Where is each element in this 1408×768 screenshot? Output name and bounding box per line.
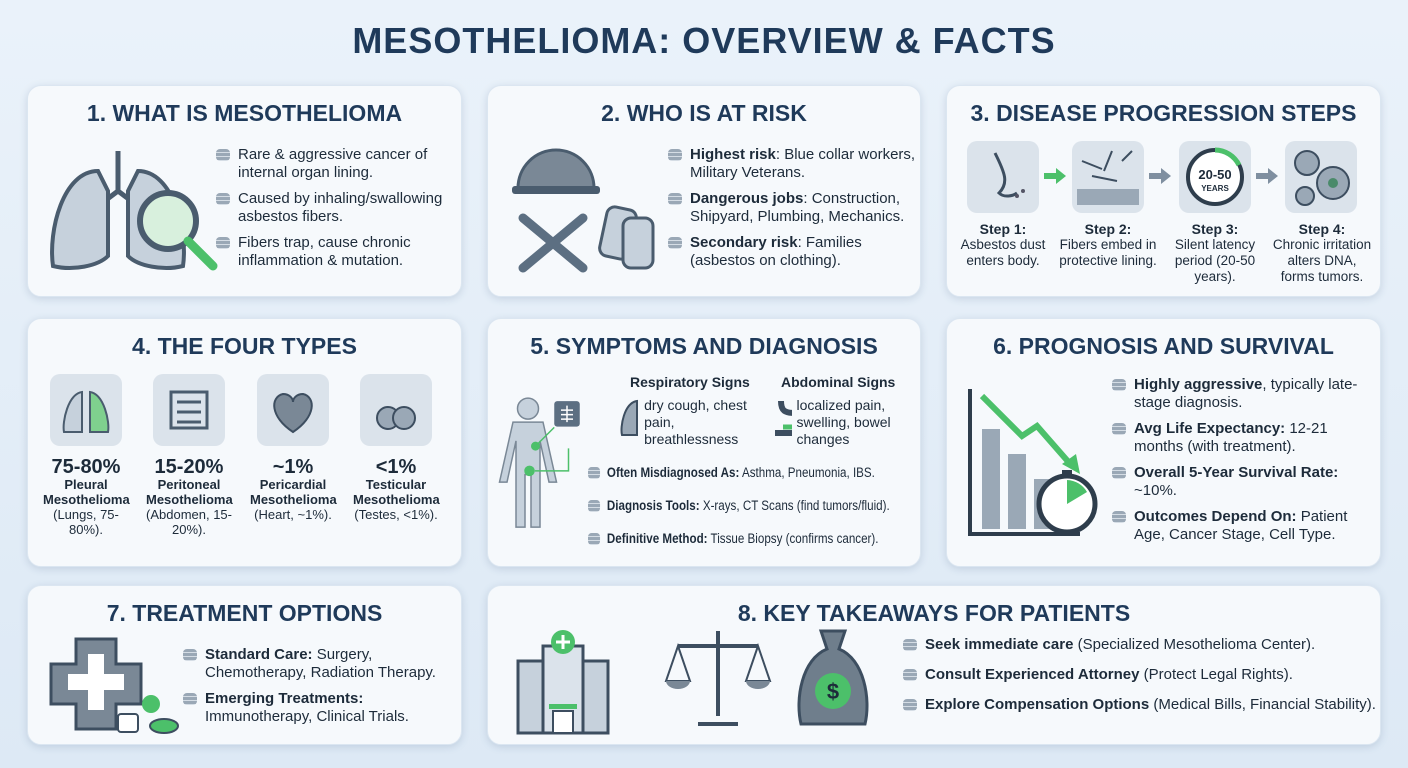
lungs-icon <box>618 397 640 437</box>
section-title: 2. WHO IS AT RISK <box>601 100 807 126</box>
bullet: Rare & aggressive cancer of internal organ lining. <box>216 146 456 182</box>
bullet: Emerging Treatments: Immunotherapy, Clinical Trials. <box>183 690 458 726</box>
bullet: Overall 5-Year Survival Rate: ~10%. <box>1112 464 1377 500</box>
bullet-icon <box>216 193 230 205</box>
bullet: Dangerous jobs: Construction, Shipyard, Plumbing, Mechanics. <box>668 190 918 226</box>
bullet-icon <box>1112 423 1126 435</box>
bullet: Avg Life Expectancy: 12-21 months (with treatment). <box>1112 420 1377 456</box>
diagnosis-list <box>588 464 939 563</box>
bullet-icon <box>1112 467 1126 479</box>
page-title: MESOTHELIOMA: OVERVIEW & FACTS <box>352 20 1056 61</box>
section-title: 6. PROGNOSIS AND SURVIVAL <box>993 333 1334 359</box>
type-peritoneal: 15-20% Peritoneal Mesothelioma (Abdomen, 15-20%). <box>146 374 232 537</box>
declining-chart-stopwatch-icon <box>962 384 1122 544</box>
section-title: 1. WHAT IS MESOTHELIOMA <box>86 100 403 126</box>
lungs-icon <box>50 374 122 446</box>
nose-icon <box>967 141 1039 213</box>
bullet: Secondary risk: Families (asbestos on clothing). <box>668 234 918 270</box>
fibers-icon <box>1072 141 1144 213</box>
hospital-icon <box>513 626 613 736</box>
bullet: Standard Care: Surgery, Chemotherapy, Radiation Therapy. <box>183 646 458 682</box>
type-pleural: 75-80% Pleural Mesothelioma (Lungs, 75-80%). <box>43 374 129 537</box>
lungs-magnifier-icon <box>43 141 223 281</box>
card-progression <box>946 85 1381 297</box>
bullet-icon <box>903 669 917 681</box>
type-testicular: <1% Testicular Mesothelioma (Testes, <1%). <box>353 374 439 522</box>
heart-icon <box>257 374 329 446</box>
respiratory-signs: Respiratory Signs dry cough, chest pain, breathlessness <box>618 374 768 448</box>
bullet-icon <box>588 467 600 479</box>
svg-text:YEARS: YEARS <box>1201 184 1229 193</box>
section-title: 8. KEY TAKEAWAYS FOR PATIENTS <box>737 600 1131 626</box>
card-takeaways <box>487 585 1381 745</box>
card-treatment <box>27 585 462 745</box>
step-3: Step 3: Silent latency period (20-50 years). <box>1174 221 1256 284</box>
section-title: 7. TREATMENT OPTIONS <box>106 600 383 626</box>
card-what-is <box>27 85 462 297</box>
tumor-cells-icon <box>1285 141 1357 213</box>
card-symptoms <box>487 318 921 567</box>
card-who-at-risk <box>487 85 921 297</box>
bullet-icon <box>216 237 230 249</box>
bullet: Diagnosis Tools: X-rays, CT Scans (find tumors/fluid). <box>588 497 890 515</box>
svg-text:$: $ <box>826 679 840 704</box>
card-prognosis <box>946 318 1381 567</box>
svg-text:20-50: 20-50 <box>1198 167 1232 182</box>
arrow-icon <box>1256 168 1278 184</box>
arrow-icon <box>1044 168 1066 184</box>
bullet: Definitive Method: Tissue Biopsy (confirms cancer). <box>588 530 890 548</box>
bullet: Consult Experienced Attorney (Protect Legal Rights). <box>903 666 1378 684</box>
bullet: Outcomes Depend On: Patient Age, Cancer Stage, Cell Type. <box>1112 508 1377 544</box>
bullet-icon <box>1112 379 1126 391</box>
bullet-icon <box>668 149 682 161</box>
bullet-icon <box>588 533 600 545</box>
stomach-icon <box>771 397 792 437</box>
section-title: 5. SYMPTOMS AND DIAGNOSIS <box>530 333 878 359</box>
step-1: Step 1: Asbestos dust enters body. <box>960 221 1046 268</box>
money-bag-icon <box>793 626 873 731</box>
medical-cross-pills-icon <box>46 634 196 739</box>
scales-of-justice-icon <box>663 626 773 731</box>
section-title: 3. DISEASE PROGRESSION STEPS <box>970 100 1357 126</box>
bullet: Caused by inhaling/swallowing asbestos fibers. <box>216 190 456 226</box>
bullet-icon <box>668 237 682 249</box>
bullet: Fibers trap, cause chronic inflammation & mutation. <box>216 234 456 270</box>
step-2: Step 2: Fibers embed in protective lining. <box>1059 221 1157 268</box>
hardhat-tools-dogtags-icon <box>508 138 668 278</box>
bullet-icon <box>216 149 230 161</box>
bullet: Seek immediate care (Specialized Mesothelioma Center). <box>903 636 1378 654</box>
testes-icon <box>360 374 432 446</box>
intestine-icon <box>153 374 225 446</box>
body-xray-icon <box>498 369 588 554</box>
type-pericardial: ~1% Pericardial Mesothelioma (Heart, ~1%). <box>250 374 336 522</box>
bullet-icon <box>903 639 917 651</box>
step-4: Step 4: Chronic irritation alters DNA, forms tumors. <box>1272 221 1372 284</box>
bullet: Often Misdiagnosed As: Asthma, Pneumonia, IBS. <box>588 464 890 482</box>
card-four-types <box>27 318 462 567</box>
abdominal-signs: Abdominal Signs localized pain, swelling, bowel changes <box>771 374 921 448</box>
clock-icon <box>1179 141 1251 213</box>
bullet: Highest risk: Blue collar workers, Military Veterans. <box>668 146 918 182</box>
bullet-icon <box>668 193 682 205</box>
bullet-icon <box>183 649 197 661</box>
arrow-icon <box>1149 168 1171 184</box>
bullet-icon <box>183 693 197 705</box>
bullet: Highly aggressive, typically late-stage diagnosis. <box>1112 376 1377 412</box>
bullet: Explore Compensation Options (Medical Bills, Financial Stability). <box>903 696 1378 714</box>
bullet-icon <box>903 699 917 711</box>
bullet-icon <box>588 500 600 512</box>
bullet-icon <box>1112 511 1126 523</box>
section-title: 4. THE FOUR TYPES <box>132 333 357 359</box>
